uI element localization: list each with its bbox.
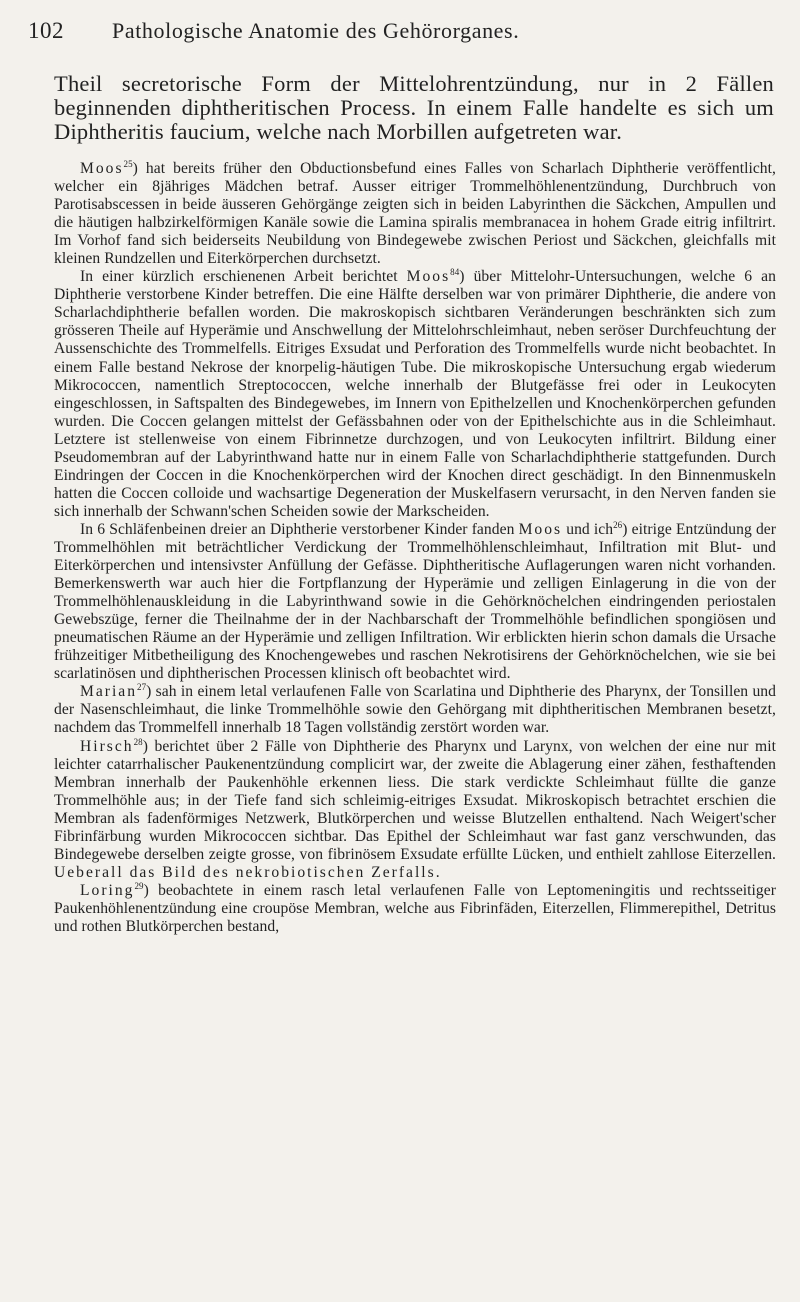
paragraph-marian [54, 683, 776, 737]
author-name: Hirsch [80, 737, 134, 755]
author-name: Loring [80, 881, 135, 899]
paragraph-mid: und ich [562, 520, 614, 538]
paragraph-text: ) eitrige Entzündung der Trommelhöhlen mit beträchtlicher Verdickung der Trommelhöhlenschleimhaut, Infiltration mit Blut- und Eiterkörperchen und intensivster Anfüllung der Gefässe. Diphtheritische Auflagerungen waren nicht vorhanden. Bemerkenswerth war auch hier die Fortpflanzung der Hyperämie und zelligen Einlagerung in die von der Trommelhöhlenauskleidung in die Labyrinthwand sowie in die Gehörknöchelchen eindringenden periostalen Gewebszüge, ferner die Theilnahme der in der Nachbarschaft der Trommelhöhle befindlichen spongiösen und pneumatischen Räume an der Hyperämie und zelligen Infiltration. Wir erblickten hierin schon damals die Ursache frühzeitiger Mitbetheiligung des Knochengewebes und raschen Nekrotisirens der Gehörknöchelchen, wie sie bei scarlatinösen und diphtherischen Processen klinisch oft beobachtet wird. [54, 520, 777, 683]
author-name: Marian [80, 683, 138, 701]
footnote-ref: 26 [613, 519, 623, 530]
paragraph-text: ) beobachtete in einem rasch letal verlaufenen Falle von Leptomeningitis und rechtsseitiger Paukenhöhlenentzündung eine croupöse Membran, welche aus Fibrinfäden, Eiterzellen, Flimmerepithel, Detritus und rothen Blutkörperchen bestand, [54, 881, 776, 935]
footnote-ref: 84 [450, 267, 460, 278]
author-name: Moos [406, 268, 451, 286]
author-name: Moos [80, 160, 124, 177]
paragraph-intro: In einer kürzlich erschienenen Arbeit berichtet [80, 268, 407, 286]
body-text [54, 160, 776, 936]
paragraph-moos-3 [54, 521, 776, 683]
page-number: 102 [28, 18, 64, 43]
lead-paragraph: Theil secretorische Form der Mittelohrentzündung, nur in 2 Fällen beginnenden diphtheritischen Process. In einem Falle handelte es sich um Diphtheritis faucium, welche nach Morbillen aufgetreten war. [54, 71, 774, 144]
running-head: Pathologische Anatomie des Gehörorganes. [112, 18, 520, 43]
paragraph-hirsch [54, 738, 776, 882]
paragraph-text: ) sah in einem letal verlaufenen Falle von Scarlatina und Diphtherie des Pharynx, der Tonsillen und der Nasenschleimhaut, die linke Trommelhöhle sowie den Gehörgang mit diphtheritischen Membranen besetzt, nachdem das Trommelfell innerhalb 18 Tagen vollständig zerstört worden war. [54, 683, 776, 737]
paragraph-loring [54, 882, 776, 936]
spaced-emphasis: Ueberall das Bild des nekrobiotischen Zerfalls. [54, 863, 442, 881]
footnote-ref: 25 [123, 159, 133, 169]
paragraph-text: ) hat bereits früher den Obductionsbefund eines Falles von Scharlach Diphtherie veröffentlicht, welcher ein 8jähriges Mädchen betraf. Ausser eitriger Trommelhöhlenentzündung, Durchbruch von Parotisabscessen in beide äusseren Gehörgänge zeigten sich in beiden Labyrinthen die Säckchen, Ampullen und die häutigen halbzirkelförmigen Kanäle sowie die Lamina spiralis membranacea in hohem Grade eitrig infiltrirt. Im Vorhof fand sich beiderseits Neubildung von Bindegewebe zwischen Periost und Säckchen, gleichfalls mit kleinen Rundzellen und Eiterkörperchen durchsetzt. [54, 160, 776, 268]
paragraph-moos-1 [54, 160, 776, 268]
footnote-ref: 29 [134, 880, 144, 891]
author-name: Moos [518, 520, 563, 538]
paragraph-moos-2 [54, 268, 776, 521]
paragraph-text: ) berichtet über 2 Fälle von Diphtherie des Pharynx und Larynx, von welchen der eine nur mit leichter catarrhalischer Paukenentzündung complicirt war, der zweite die Ablagerung einer zähen, festhaftenden Membran innerhalb der Paukenhöhle erkennen liess. Die stark verdickte Schleimhaut füllte die ganze Trommelhöhle aus; in der Tiefe fand sich schleimig-eitriges Exsudat. Mikroskopisch betrachtet erschien die Membran als fadenförmiges Netzwerk, Blutkörperchen und weisse Blutzellen enthaltend. Nach Weigert'scher Fibrinfärbung wurden Mikrococcen sichtbar. Das Epithel der Schleimhaut war fast ganz verschwunden, das Bindegewebe derselben zeigte grosse, von fibrinösem Exsudate erfüllte Lücken, und enthielt zahllose Eiterzellen. [54, 737, 776, 863]
footnote-ref: 28 [133, 736, 143, 747]
paragraph-intro: In 6 Schläfenbeinen dreier an Diphtherie verstorbener Kinder fanden [80, 520, 519, 538]
page-header [28, 18, 588, 58]
paragraph-text: ) über Mittelohr-Untersuchungen, welche 6 an Diphtherie verstorbene Kinder betreffen. Die eine Hälfte derselben war von primärer Diphtherie, die andere von Scharlachdiphtherie befallen worden. Die makroskopisch sichtbaren Veränderungen beschränkten sich zum grösseren Theile auf Hyperämie und Anschwellung der Mittelohrschleimhaut, neben seröser Durchfeuchtung der Aussenschichte des Trommelfells. Eitriges Exsudat und Perforation des Trommelfells wurde nicht beobachtet. In einem Falle bestand Nekrose der knorpelig-häutigen Tube. Die mikroskopische Untersuchung ergab wiederum Mikrococcen, namentlich Streptococcen, welche innerhalb der Blutgefässe frei oder in Leukocyten eingeschlossen, in Saftspalten des Bindegewebes, im Innern von Epithelzellen und Knochenkörperchen gefunden wurden. Die Coccen gelangen mittelst der Gefässbahnen oder von der Epithelschichte aus in die Schleimhaut. Letztere ist stellenweise von einem Fibrinnetze durchzogen, und von Leukocyten infiltrirt. Bildung einer Pseudomembran auf der Labyrinthwand hatte nur in einem Falle von Scharlachdiphtherie stattgefunden. Durch Eindringen der Coccen in die Knochenkörperchen wird der Knochen direct geschädigt. In den Binnenmuskeln hatten die Coccen colloide und wachsartige Degeneration der Muskelfasern verursacht, in den Nerven fanden sie sich innerhalb der Schwann'schen Scheiden sowie der Markscheiden. [54, 268, 776, 520]
footnote-ref: 27 [137, 682, 147, 693]
